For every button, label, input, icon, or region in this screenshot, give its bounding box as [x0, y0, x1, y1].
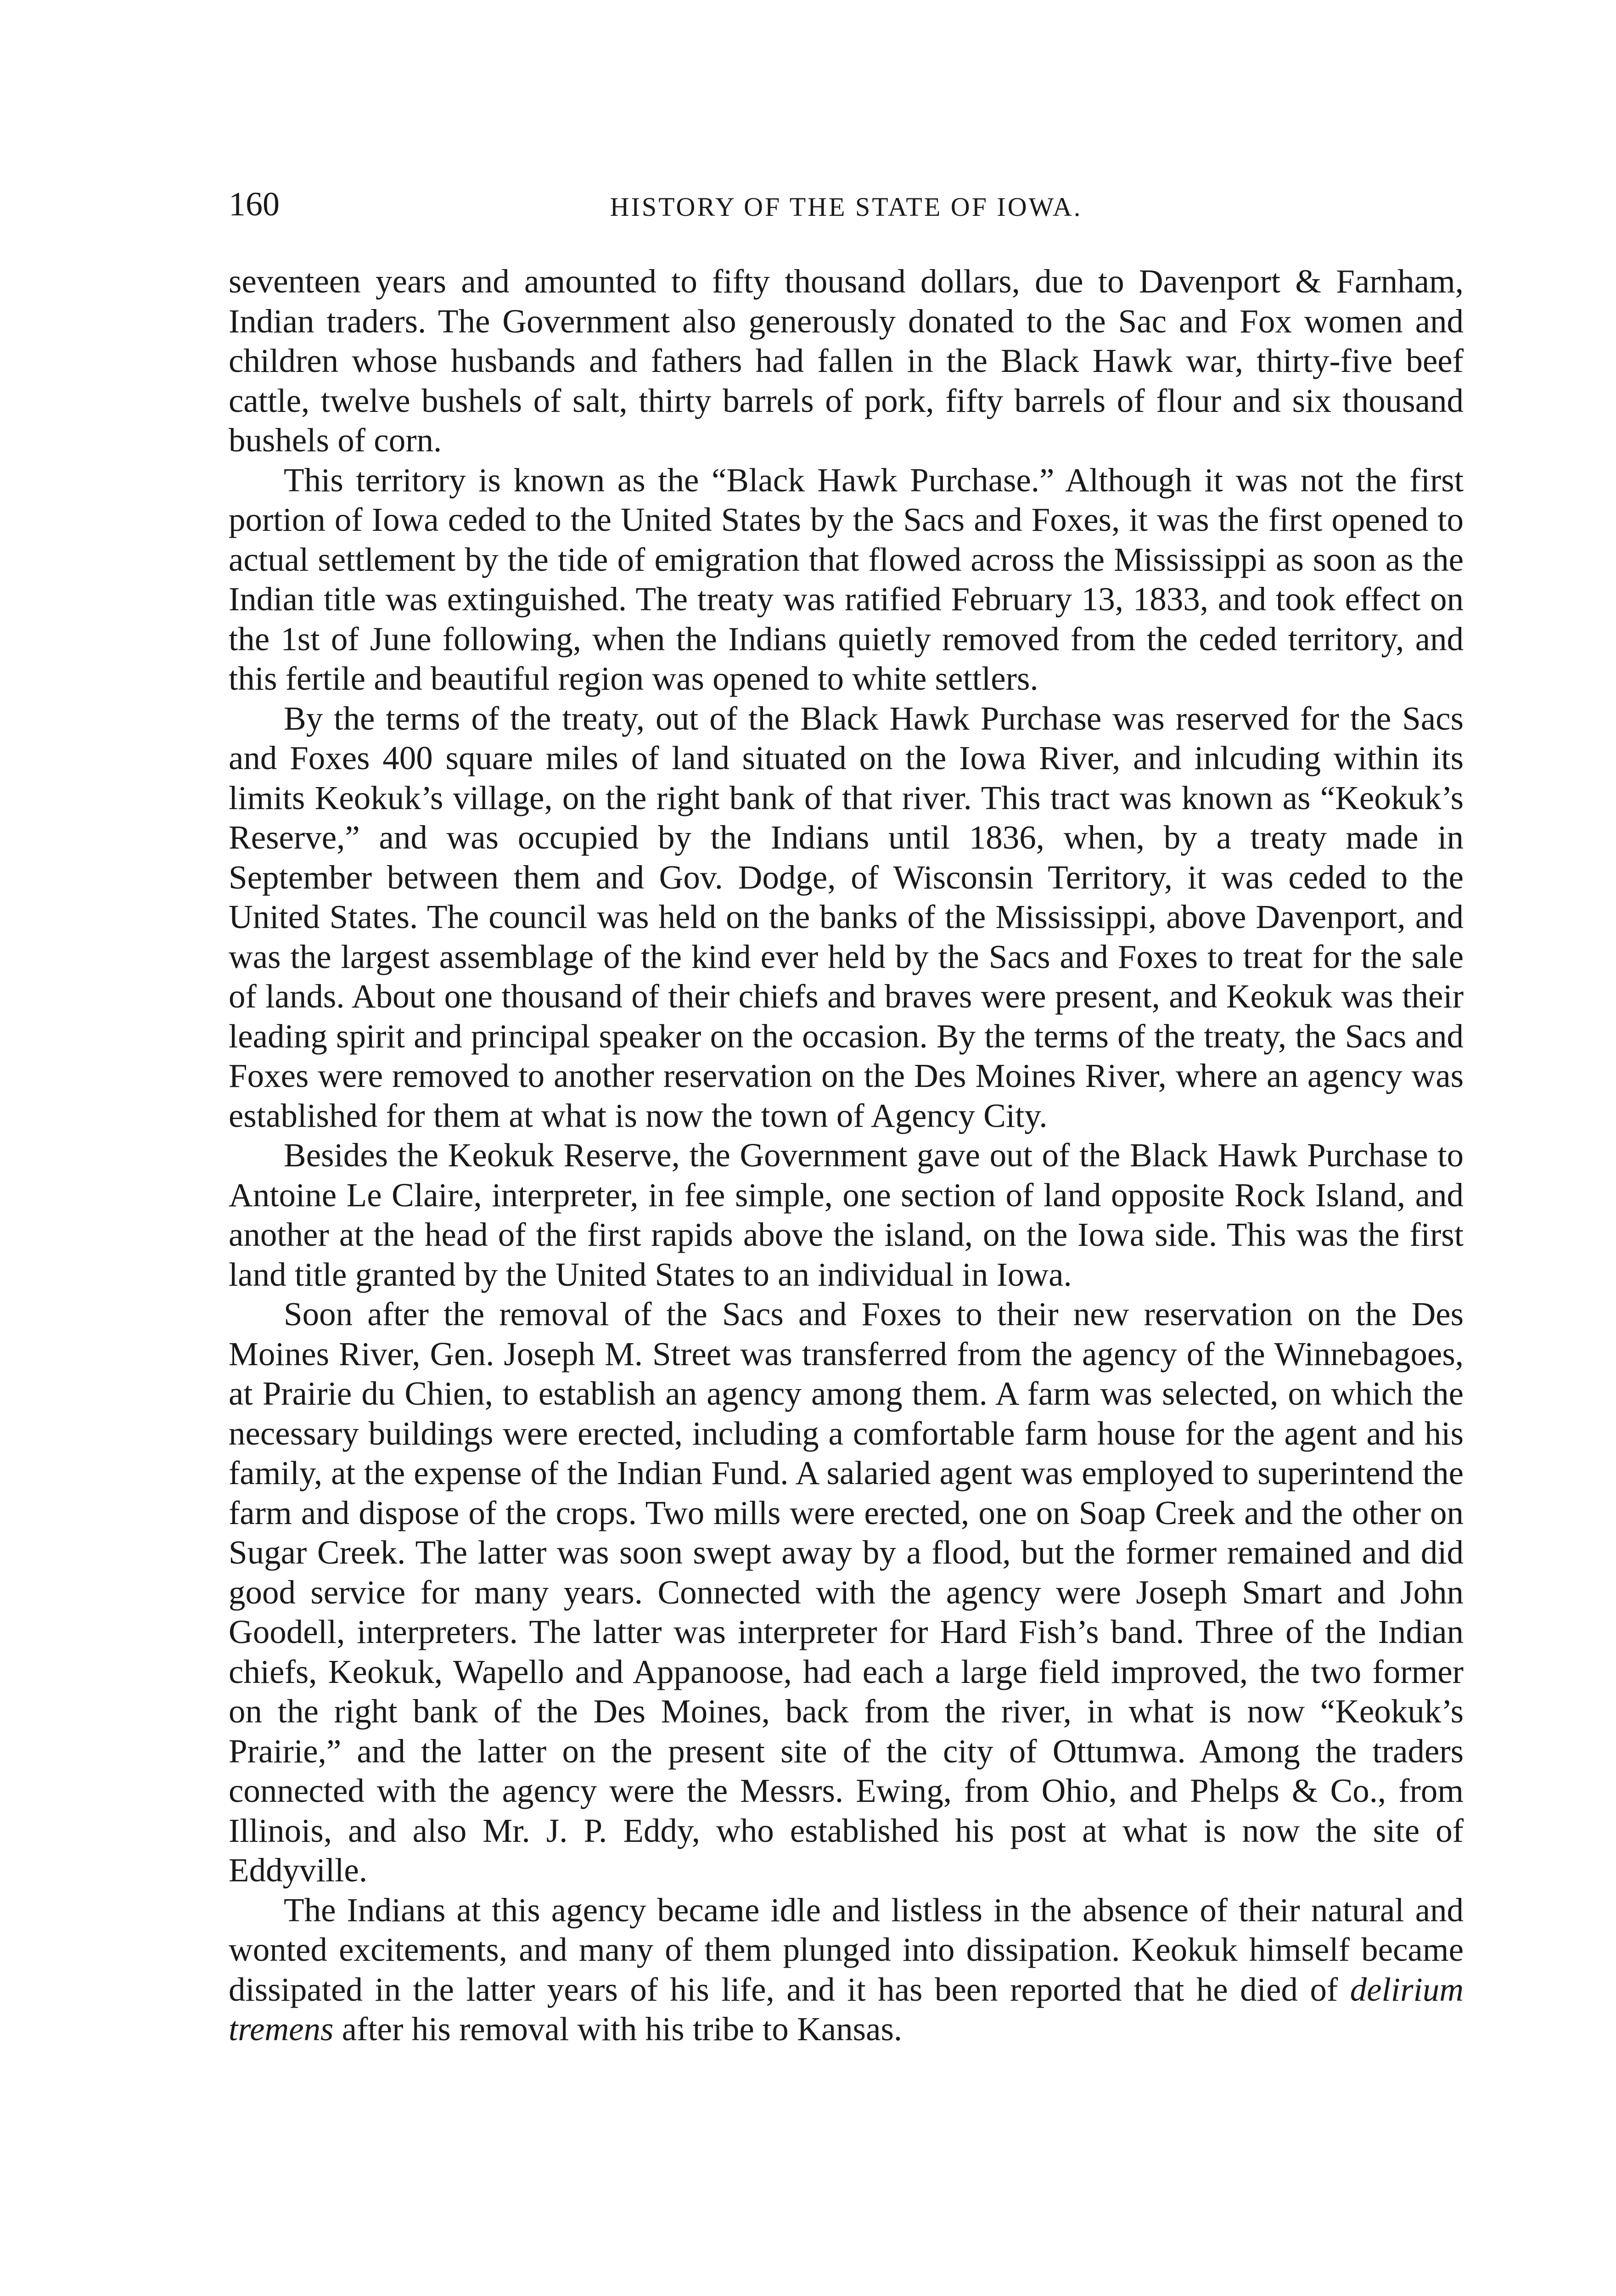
paragraph-keokuk-reserve: By the terms of the treaty, out of the Black Hawk Purchase was reserved for the Sacs and Foxes 400 square miles of land situated on the Iowa River, and inlcuding within its limits Keokuk’s village, on the right bank of that river. This tract was known as “Keokuk’s Reserve,” and was occupied by the Indians until 1836, when, by a treaty made in September between them and Gov. Dodge, of Wisconsin Territory, it was ceded to the United States. The council was held on the banks of the Mississippi, above Davenport, and was the largest assemblage of the kind ever held by the Sacs and Foxes to treat for the sale of lands. About one thousand of their chiefs and braves were present, and Keokuk was their leading spirit and principal speaker on the occasion. By the terms of the treaty, the Sacs and Foxes were removed to another reservation on the Des Moines River, where an agency was established for them at what is now the town of Agency City. [229, 699, 1464, 1134]
header-title: HISTORY OF THE STATE OF IOWA. [610, 192, 1083, 222]
running-head [229, 181, 1464, 232]
paragraph-text-before: The Indians at this agency became idle and listless in the absence of their natural and wonted excitements, and many of them plunged into dissipation. Keokuk himself became dissipated in the latter years of his life, and it has been reported that he died of [229, 1891, 1464, 2008]
paragraph-text-after: after his removal with his tribe to Kansas. [333, 2010, 903, 2048]
paragraph-agency: Soon after the removal of the Sacs and Foxes to their new reservation on the Des Moines River, Gen. Joseph M. Street was transferred from the agency of the Winnebagoes, at Prairie du Chien, to establish an agency among them. A farm was selected, on which the necessary buildings were erected, including a comfortable farm house for the agent and his family, at the expense of the Indian Fund. A salaried agent was employed to superintend the farm and dispose of the crops. Two mills were erected, one on Soap Creek and the other on Sugar Creek. The latter was soon swept away by a flood, but the former remained and did good service for many years. Connected with the agency were Joseph Smart and John Goodell, interpreters. The latter was interpreter for Hard Fish’s band. Three of the Indian chiefs, Keokuk, Wapello and Appanoose, had each a large field improved, the two former on the right bank of the Des Moines, back from the river, in what is now “Keokuk’s Prairie,” and the latter on the present site of the city of Ottumwa. Among the traders connected with the agency were the Messrs. Ewing, from Ohio, and Phelps & Co., from Illinois, and also Mr. J. P. Eddy, who established his post at what is now the site of Eddyville. [229, 1295, 1464, 1889]
paragraph-le-claire-grant: Besides the Keokuk Reserve, the Government gave out of the Black Hawk Purchase to Antoine Le Claire, interpreter, in fee simple, one section of land opposite Rock Island, and another at the head of the first rapids above the island, on the Iowa side. This was the first land title granted by the United States to an individual in Iowa. [229, 1137, 1464, 1293]
paragraph-continuation: seventeen years and amounted to fifty thousand dollars, due to Davenport & Farnham, Indian traders. The Government also generously donated to the Sac and Fox women and children whose husbands and fathers had fallen in the Black Hawk war, thirty-five beef cattle, twelve bushels of salt, thirty barrels of pork, fifty barrels of flour and six thousand bushels of corn. [229, 263, 1464, 459]
paragraph-black-hawk-purchase: This territory is known as the “Black Hawk Purchase.” Although it was not the first portion of Iowa ceded to the United States by the Sacs and Foxes, it was the first opened to actual settlement by the tide of emigration that flowed across the Mississippi as soon as the Indian title was extinguished. The treaty was ratified February 13, 1833, and took effect on the 1st of June following, when the Indians quietly removed from the ceded territory, and this fertile and beautiful region was opened to white settlers. [229, 461, 1464, 697]
page-number: 160 [229, 186, 280, 223]
italic-phrase: delirium tremens [229, 1970, 1464, 2048]
paragraph-dissipation [229, 1891, 1464, 2049]
body-text [229, 262, 1464, 2049]
